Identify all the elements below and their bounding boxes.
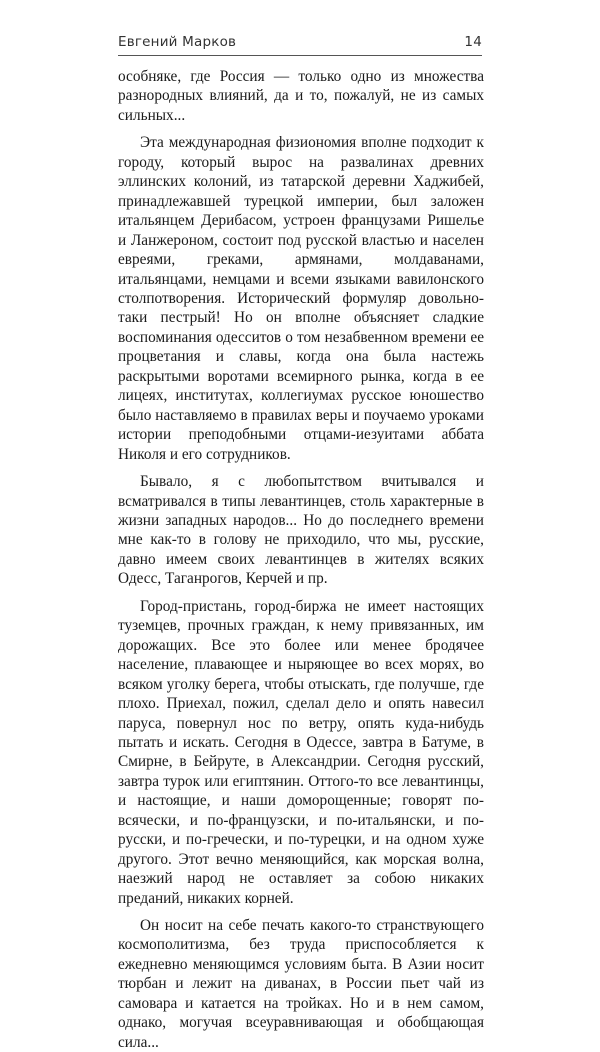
paragraph: Он носит на себе печать какого-то странствующего космополитизма, без труда приспособляется к ежедневно меняющимся условиям быта. В Азии носит тюрбан и лежит на диванах, в России пьет чай из самовара и катается на тройках. Но и в нем самом, однако, могучая всеуравнивающая и обобщающая сила...: [118, 917, 484, 1051]
author-name: Евгений Марков: [118, 34, 237, 50]
paragraph: Бывало, я с любопытством вчитывался и всматривался в типы левантинцев, столь характерные в жизни западных народов... Но до последнего времени мне как-то в голову не приходило, что мы, русские, давно имеем своих левантинцев в жителях всяких Одесс, Таганрогов, Керчей и пр.: [118, 473, 484, 588]
paragraph: Эта международная физиономия вполне подходит к городу, который вырос на развалинах древних эллинских колоний, из татарской деревни Хаджибей, принадлежавшей турецкой империи, был заложен итальянцем Дерибасом, устроен французами Ришелье и Ланжероном, состоит под русской властью и населен евреями, греками, армянами, молдаванами, итальянцами, немцами и всеми языками вавилонского столпотворения. Исторический формуляр довольно-таки пестрый! Но он вполне объясняет сладкие воспоминания одесситов о том незабвенном времени ее процветания и славы, когда она была настежь раскрытыми воротами всемирного рынка, когда в ее лицеях, институтах, коллегиумах русское юношество было наставляемо в правилах веры и поучаемо уроками истории преподобными отцами-иезуитами аббата Николя и его сотрудников.: [118, 134, 484, 463]
header-divider: [118, 55, 482, 56]
running-header: [118, 34, 482, 50]
paragraph: Город-пристань, город-биржа не имеет настоящих туземцев, прочных граждан, к нему привязанных, им дорожащих. Все это более или менее бродячее население, плавающее и ныряющее во всех морях, во всяком уголку берега, чтобы отыскать, где получше, где плохо. Приехал, пожил, сделал дело и опять навесил паруса, повернул нос по ветру, опять куда-нибудь пытать и искать. Сегодня в Одессе, завтра в Батуме, в Смирне, в Бейруте, в Александрии. Сегодня русский, завтра турок или египтянин. Оттого-то все левантинцы, и настоящие, и наши доморощенные; говорят по-всячески, и по-французски, и по-итальянски, и по-русски, и по-гречески, и по-турецки, и на одном хуже другого. Этот вечно меняющийся, как морская волна, наезжий народ не оставляет за собою никаких преданий, никаких корней.: [118, 597, 484, 907]
paragraph: особняке, где Россия — только одно из множества разнородных влияний, да и то, пожалуй, не из самых сильных...: [118, 68, 484, 124]
page-number: 14: [464, 34, 482, 50]
page-body: [118, 67, 484, 1052]
